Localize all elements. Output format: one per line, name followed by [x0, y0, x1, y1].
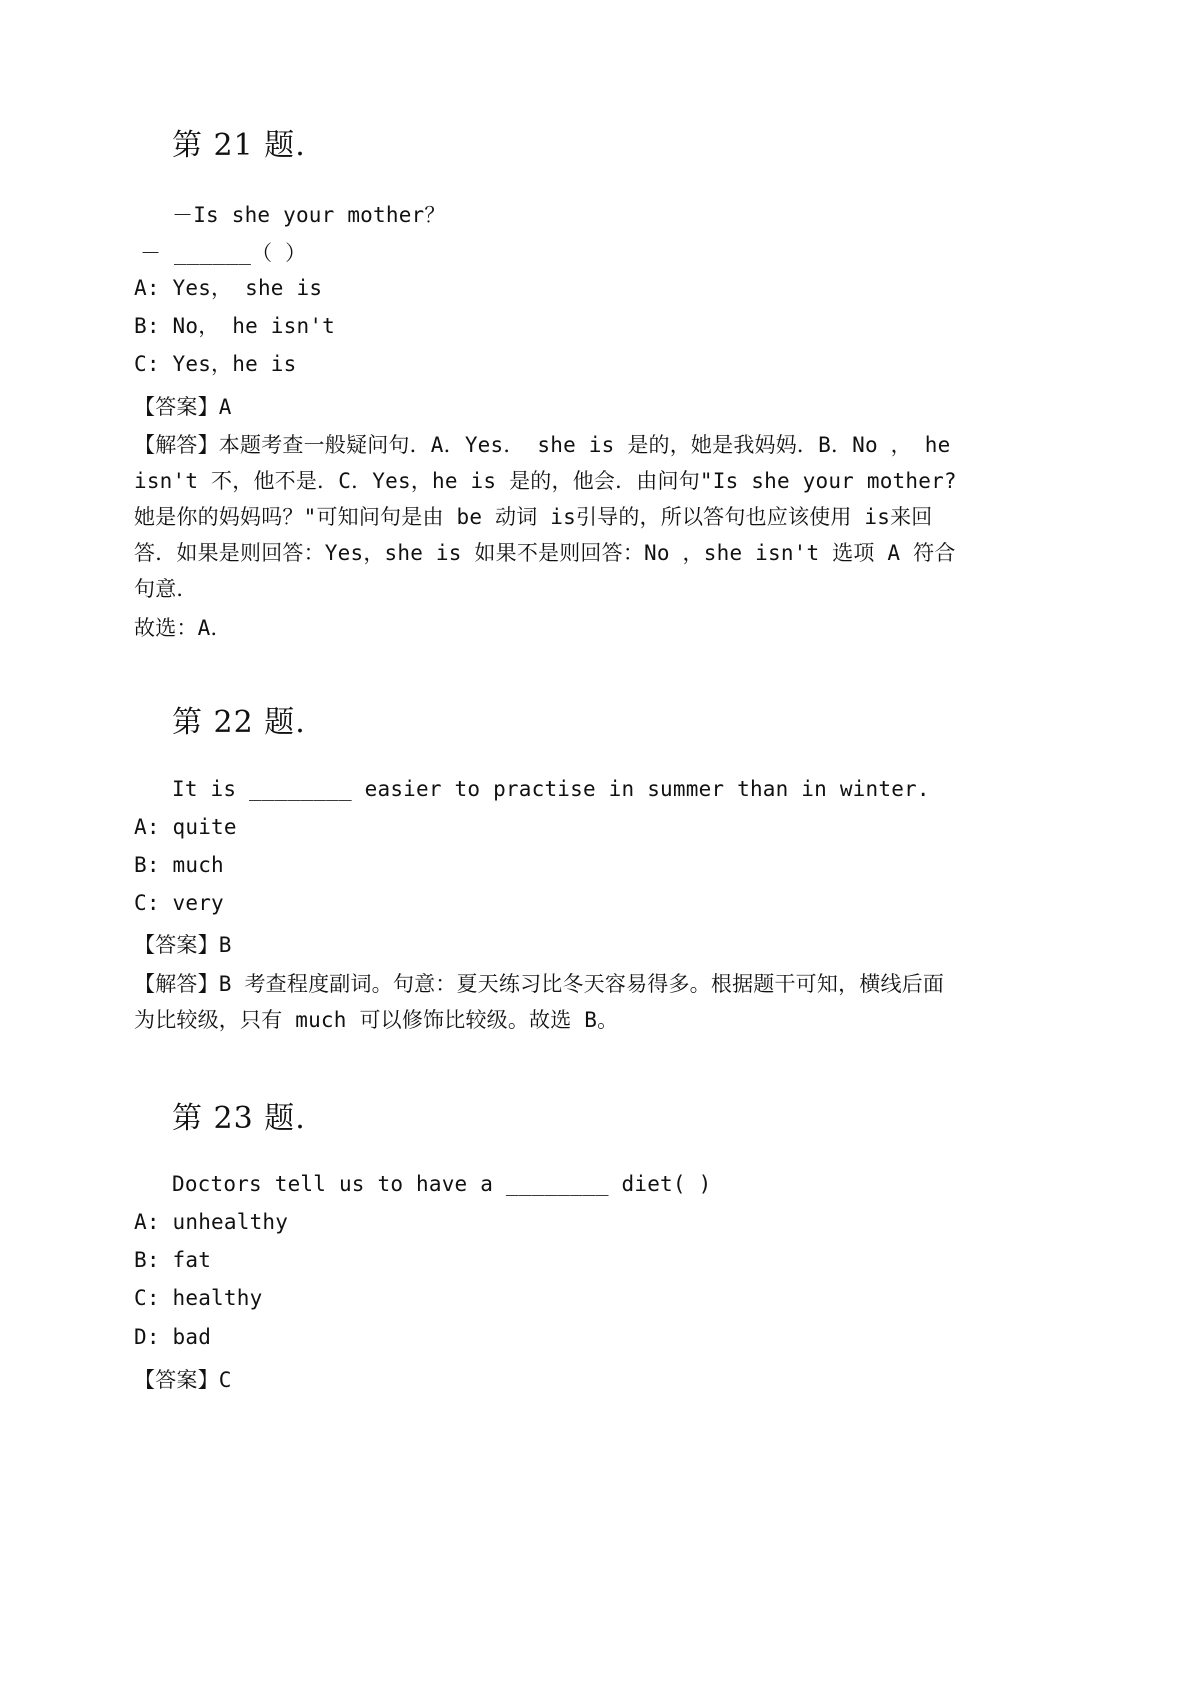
explanation: 【解答】B 考查程度副词。句意：夏天练习比冬天容易得多。根据题干可知，横线后面为比较级，只有 much 可以修饰比较级。故选 B。	[134, 972, 945, 1032]
option-a: A: Yes， she is	[134, 276, 323, 300]
explanation: 【解答】本题考查一般疑问句．A．Yes． she is 是的，她是我妈妈．B．No ， he isn't 不，他不是．C．Yes，he is 是的，他会．由问句"Is she your mother? 她是你的妈妈吗？"可知问句是由 be 动词 is引导的，所以答句也应该使用 is来回答．如果是则回答：Yes，she is 如果不是则回答：No ，she isn't 选项 A 符合句意．	[134, 433, 957, 601]
option-b: B: much	[134, 853, 224, 877]
option-c: C: healthy	[134, 1286, 263, 1310]
answer-line: 【答案】A	[134, 395, 232, 419]
option-d: D: bad	[134, 1325, 212, 1349]
question-heading: 第 23 题.	[172, 1101, 306, 1136]
question-stem: －Is she your mother？	[172, 203, 446, 227]
question-stem: It is ________ easier to practise in summer than in winter.	[172, 777, 930, 801]
option-a: A: quite	[134, 815, 237, 839]
question-heading: 第 21 题.	[172, 128, 306, 163]
answer-line: 【答案】C	[134, 1368, 232, 1392]
option-b: B: fat	[134, 1248, 212, 1272]
question-heading: 第 22 题.	[172, 705, 306, 740]
answer-line: 【答案】B	[134, 933, 232, 957]
option-c: C: very	[134, 891, 224, 915]
question-stem-blank: － ______（ ）	[140, 241, 307, 265]
conclusion: 故选：A．	[134, 616, 232, 640]
option-a: A: unhealthy	[134, 1210, 289, 1234]
option-b: B: No， he isn't	[134, 314, 336, 338]
option-c: C: Yes，he is	[134, 352, 297, 376]
question-stem: Doctors tell us to have a ________ diet( )	[172, 1172, 712, 1196]
